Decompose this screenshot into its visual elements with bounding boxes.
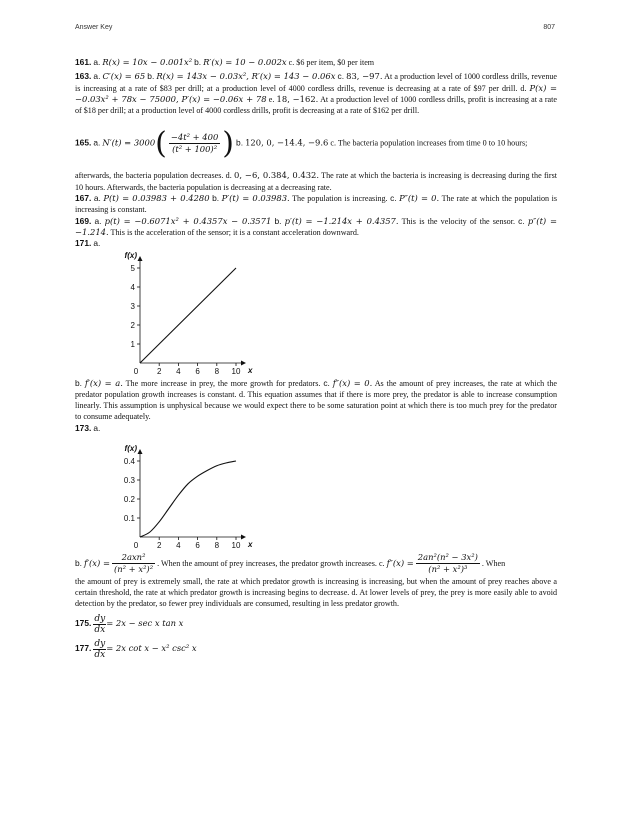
x-tick-label: 10: [231, 541, 241, 551]
answer-number: 163.: [75, 71, 92, 82]
x-axis-arrow: [241, 360, 246, 365]
math: P″(t) = 0.: [399, 193, 440, 204]
x-tick-label: 2: [156, 366, 162, 376]
y-axis-label: f(x): [124, 444, 137, 454]
chart-171-linear: [100, 250, 253, 378]
answer-number: 175.: [75, 618, 92, 629]
answer-167: 167. a. P(t) = 0.03983 + 0.4280 b. P′(t) = 0.03983. The population is increasing. c. P″(t) = 0. The rate at which the population is increasing is constant.: [75, 193, 557, 215]
fraction: $\frac{\text{2an²(n² − 3x²)}}{\text{(n² + x²)³}}$: [417, 552, 478, 575]
answer-175: [75, 614, 557, 635]
answer-173-b: b. f′(x) = $\frac{\text{2axn²}}{\text{(n² + x²)²}}$ . When the amount of prey increases, the predator growth increases. c. f″(x) = $\frac{\text{2an²(n² − 3x²)}}{\text{(n² + x²)³}}$ . When: [75, 552, 506, 575]
answer-173: 173. a.: [75, 422, 101, 433]
x-tick-label: 2: [156, 541, 162, 551]
math: P(t) = 0.03983 + 0.4280: [103, 193, 210, 204]
y-tick-label: 2: [130, 320, 135, 330]
answer-number: 173.: [75, 422, 92, 433]
math: R′(x) = 10 − 0.002x: [203, 57, 287, 67]
x-axis-label: x: [248, 365, 253, 375]
fraction: $\frac{\text{2axn²}}{\text{(n² + x²)²}}$: [113, 552, 154, 575]
answer-key-content: [75, 57, 557, 660]
running-header-left: Answer Key: [75, 24, 113, 31]
y-tick-label: 3: [130, 301, 135, 311]
x-tick-label: 6: [195, 541, 200, 551]
y-tick-label: 1: [130, 339, 135, 349]
y-tick-label: 4: [130, 282, 135, 292]
answer-165-cont: afterwards, the bacteria population decreases. d. 0, −6, 0.384, 0.432. The rate at which the bacteria is increasing is decreasing during the first 10 hours. Afterwards, the bacteria population is decreasing at a decreasing rate.: [75, 170, 557, 192]
math: P′(t) = 0.03983.: [221, 193, 290, 204]
x-tick-label: 0: [133, 541, 139, 551]
answer-number: 177.: [75, 643, 92, 654]
math: f″(x) = 0.: [332, 377, 373, 388]
math: f′(x) =: [84, 558, 110, 569]
math: 0, −6, 0.384, 0.432.: [234, 170, 320, 181]
y-tick-label: 0.2: [123, 495, 135, 505]
y-axis-arrow: [138, 449, 143, 454]
y-axis-label: f(x): [124, 250, 137, 260]
x-tick-label: 8: [214, 541, 220, 551]
x-tick-label: 6: [195, 366, 200, 376]
y-tick-label: 0.4: [123, 457, 135, 467]
math: f′(x) = a.: [84, 377, 123, 388]
answer-163: 163. a. C′(x) = 65 b. R(x) = 143x − 0.03x², R′(x) = 143 − 0.06x c. 83, −97. At a production level of 1000 cordless drills, revenue is increasing at a rate of $83 per drill; at a production level of 4000 cordless drills, revenue is decreasing at a rate of $97 per drill. d. P(x) = −0.03x² + 78x − 75000, P′(x) = −0.06x + 78 e. 18, −162. At a production level of 1000 cordless drills, profit is increasing at a rate of $18 per drill; at a production level of 4000 cordless drills, profit is decreasing at a rate of $162 per drill.: [75, 71, 558, 116]
math: N′(t) = 3000: [102, 137, 156, 148]
math: p″(t) = −1.214.: [75, 215, 557, 237]
answer-number: 169.: [75, 215, 92, 226]
answer-173-cont: the amount of prey is extremely small, the rate at which predator growth is increasing is increasing, but when the amount of prey reaches above a certain threshold, the rate at which predator growth is increasing begins to decrease. d. At lower levels of prey, the prey is more easily able to avoid detection by the predator, so fewer prey individuals are consumed, resulting in less predator growth.: [75, 576, 557, 609]
math: p(t) = −0.6071x² + 0.4357x − 0.3571: [104, 215, 272, 226]
x-tick-label: 4: [176, 541, 181, 551]
series-line: [140, 461, 236, 537]
x-tick-label: 8: [214, 366, 220, 376]
answer-165-line: 165. a. N′(t) = 3000( $\frac{\text{−4t² + 400}}{\text{(t² + 100)²}}$ ) b. 120, 0, −14.4, −9.6 c. The bacteria population increases from time 0 to 10 hours;: [75, 125, 528, 161]
answer-171: 171. a.: [75, 238, 101, 249]
answer-161: 161. a. R(x) = 10x − 0.001x² b. R′(x) = 10 − 0.002x c. $6 per item, $0 per item: [75, 57, 375, 67]
math: = 2x cot x − x² csc² x: [106, 643, 197, 654]
fraction: $\frac{\text{−4t² + 400}}{\text{(t² + 100)²}}$: [170, 131, 219, 154]
math: = 2x − sec x tan x: [106, 618, 184, 629]
answer-169: 169. a. p(t) = −0.6071x² + 0.4357x − 0.3571 b. p′(t) = −1.214x + 0.4357. This is the velocity of the sensor. c. p″(t) = −1.214. This is the acceleration of the sensor; it is a constant acceleration downward.: [75, 215, 557, 237]
x-axis-label: x: [248, 540, 253, 550]
x-tick-label: 4: [176, 366, 181, 376]
y-tick-label: 0.3: [123, 476, 135, 486]
math: C′(x) = 65: [102, 71, 146, 82]
answer-171-b: b. f′(x) = a. The more increase in prey, the more growth for predators. c. f″(x) = 0. As the amount of prey increases, the rate at which the predator population growth increases is constant. d. This equation assumes that if there is more prey, the predator is able to increase consumption linearly. This assumption is unphysical because we would expect there to be some saturation point at which there is too much prey for the predator to consume adequately.: [75, 377, 557, 422]
math: R(x) = 10x − 0.001x²: [102, 57, 193, 67]
derivative: $\frac{dy}{dx}$: [94, 613, 106, 635]
x-tick-label: 10: [231, 366, 241, 376]
y-tick-label: 0.1: [123, 514, 135, 524]
series-line: [140, 268, 236, 363]
answer-number: 165.: [75, 137, 92, 148]
math: R(x) = 143x − 0.03x², R′(x) = 143 − 0.06x: [156, 71, 336, 82]
answer-number: 161.: [75, 57, 92, 67]
x-axis-arrow: [241, 535, 246, 540]
page-number: 807: [543, 24, 555, 31]
x-tick-label: 0: [133, 366, 139, 376]
answer-number: 171.: [75, 238, 92, 249]
math: 18, −162.: [276, 93, 319, 104]
math: 83, −97.: [346, 71, 383, 82]
answer-177: [75, 639, 557, 660]
chart-173-sigmoid: [100, 434, 253, 552]
math: f″(x) =: [386, 558, 414, 569]
answer-number: 167.: [75, 193, 92, 204]
y-axis-arrow: [138, 256, 143, 261]
math: P(x) = −0.03x² + 78x − 75000, P′(x) = −0.06x + 78: [75, 82, 557, 104]
y-tick-label: 5: [130, 263, 135, 273]
math: p′(t) = −1.214x + 0.4357.: [284, 215, 399, 226]
derivative: $\frac{dy}{dx}$: [94, 638, 106, 660]
math: 120, 0, −14.4, −9.6: [245, 137, 329, 148]
